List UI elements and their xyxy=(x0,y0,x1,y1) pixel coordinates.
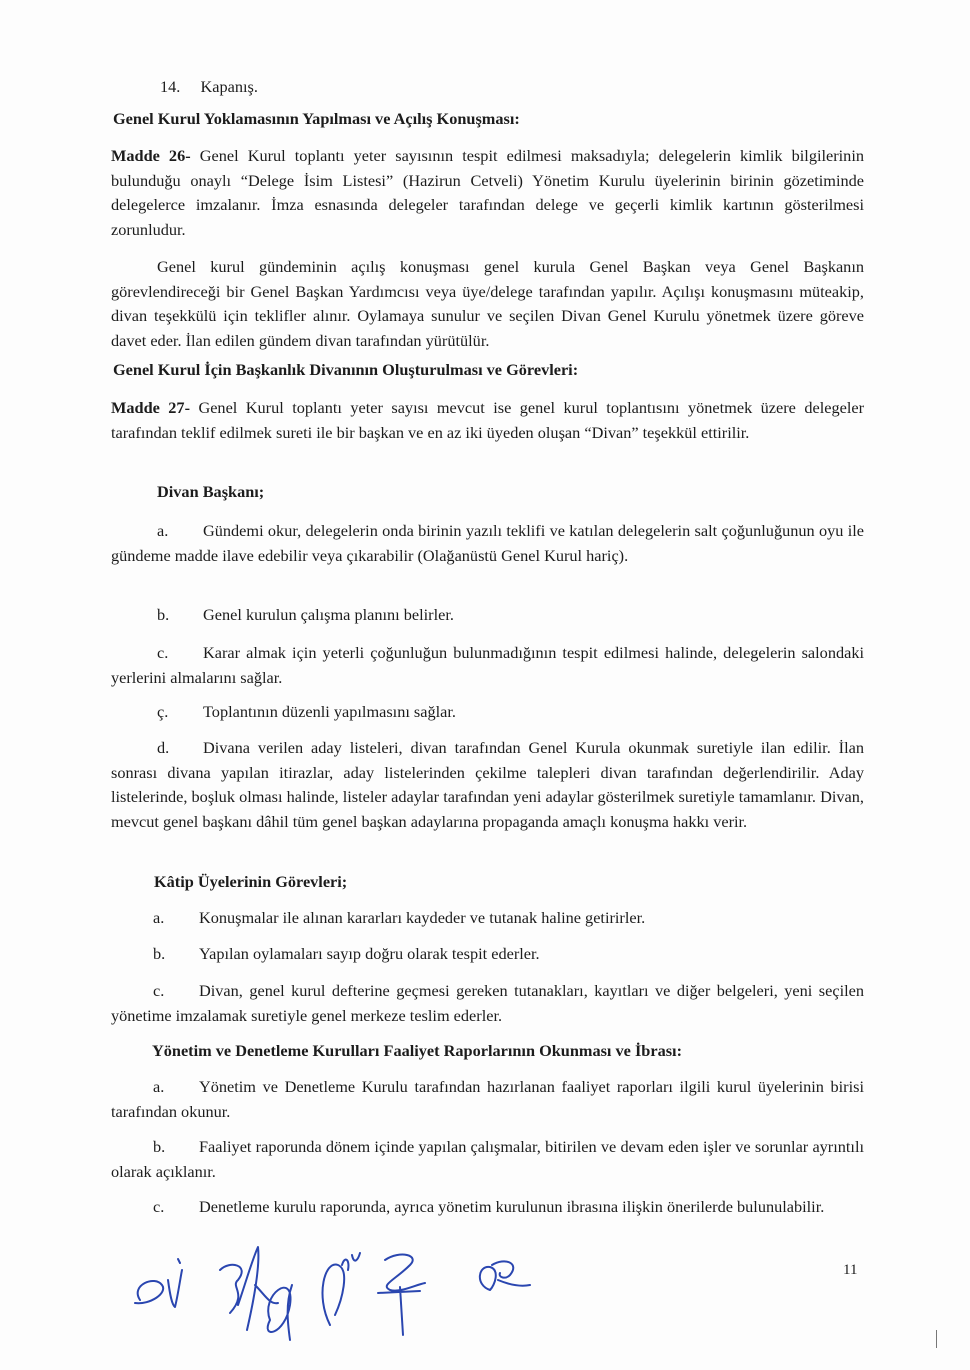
signature-3-icon xyxy=(322,1253,360,1325)
item-label: a. xyxy=(153,1077,165,1096)
signature-2-icon xyxy=(220,1247,292,1340)
section-heading-faaliyet-raporlari: Yönetim ve Denetleme Kurulları Faaliyet Raporlarının Okunması ve İbrası: xyxy=(152,1041,683,1060)
item-label: c. xyxy=(153,1197,165,1216)
page-number: 11 xyxy=(843,1262,858,1278)
article-label: Madde 27- xyxy=(111,398,190,417)
item-text: Karar almak için yeterli çoğunluğun bulunmadığının tespit edilmesi halinde, delegelerin salondaki yerlerini almalarını sağlar. xyxy=(111,643,864,687)
item-label: c. xyxy=(157,643,169,662)
closing-item xyxy=(160,76,258,98)
item-text: Konuşmalar ile alınan kararları kaydeder ve tutanak haline getirirler. xyxy=(199,908,646,927)
item-label: a. xyxy=(157,521,169,540)
subheading-katip-uyeleri: Kâtip Üyelerinin Görevleri; xyxy=(154,872,348,891)
article-27 xyxy=(111,396,864,445)
item-text: Genel kurulun çalışma planını belirler. xyxy=(203,605,454,624)
signature-4-icon xyxy=(378,1255,425,1335)
signature-1-icon xyxy=(135,1259,182,1307)
item-label: ç. xyxy=(157,702,169,721)
signatures xyxy=(120,1225,680,1365)
divan-item-b xyxy=(111,603,864,628)
opening-speech-paragraph: Genel kurul gündeminin açılış konuşması genel kurula Genel Başkan veya Genel Başkanın görevlendireceği bir Genel Başkan Yardımcısı veya üye/delege tarafından yapılır. Açılışı konuşmasını müteakip, divan teşekkülü için teklifler alınır. Oylamaya sunulur ve seçilen Divan Genel Kurulu yönetmek üzere göreve davet eder. İlan edilen gündem divan tarafından yürütülür. xyxy=(111,257,864,350)
item-text: Toplantının düzenli yapılmasını sağlar. xyxy=(203,702,456,721)
subheading-divan-baskani: Divan Başkanı; xyxy=(157,482,265,501)
item-text: Yönetim ve Denetleme Kurulu tarafından hazırlanan faaliyet raporları ilgili kurul üyelerinin birisi tarafından okunur. xyxy=(111,1077,864,1121)
item-label: b. xyxy=(153,944,166,963)
item-label: d. xyxy=(157,738,170,757)
article-26 xyxy=(111,144,864,242)
katip-item-a xyxy=(111,906,864,931)
margin-mark xyxy=(936,1330,937,1348)
section-heading-yoklama: Genel Kurul Yoklamasının Yapılması ve Açılış Konuşması: xyxy=(113,109,520,128)
report-item-a xyxy=(111,1075,864,1124)
item-text: Divan, genel kurul defterine geçmesi gereken tutanakları, kayıtları ve diğer belgeleri, yeni seçilen yönetime imzalamak suretiyle genel merkeze teslim ederler. xyxy=(111,981,864,1025)
katip-item-c xyxy=(111,979,864,1028)
item-text: Divana verilen aday listeleri, divan tarafından Genel Kurula okunmak suretiyle ilan edilir. İlan sonrası divana yapılan itirazlar, aday listelerinden çekilme talepleri divan tarafından değerlendirilir. Aday listelerinde, boşluk olması halinde, listeler adaylar tarafından yeni adaylar gösterilmek suretiyle tamamlanır. Divan, mevcut genel başkanı dâhil tüm genel başkan adaylarına propaganda amaçlı konuşma hakkı verir. xyxy=(111,738,864,831)
divan-item-d xyxy=(111,736,864,834)
item-text: Denetleme kurulu raporunda, ayrıca yönetim kurulunun ibrasına ilişkin önerilerde bulunulabilir. xyxy=(199,1197,825,1216)
divan-item-c xyxy=(111,641,864,690)
item-label: a. xyxy=(153,908,165,927)
item-text: Faaliyet raporunda dönem içinde yapılan çalışmalar, bitirilen ve devam eden işler ve sorunlar ayrıntılı olarak açıklanır. xyxy=(111,1137,864,1181)
article-text: Genel Kurul toplantı yeter sayısı mevcut ise genel kurul toplantısını yönetmek üzere delegeler tarafından teklif edilmek sureti ile bir başkan ve en az iki üyeden oluşan “Divan” teşekkül ettirilir. xyxy=(111,398,864,442)
article-text: Genel Kurul toplantı yeter sayısının tespit edilmesi maksadıyla; delegelerin kimlik bilgilerinin bulunduğu onaylı “Delege İsim Listesi” (Hazirun Cetveli) Yönetim Kurulu üyelerinin birinin gözetiminde delegelerce imzalanır. İmza esnasında delegeler tarafından delege ve geçerli kimlik kartının gösterilmesi zorunludur. xyxy=(111,146,864,239)
item-label: b. xyxy=(157,605,170,624)
report-item-b xyxy=(111,1135,864,1184)
section-heading-divan: Genel Kurul İçin Başkanlık Divanının Oluşturulması ve Görevleri: xyxy=(113,360,579,379)
item-text: Gündemi okur, delegelerin onda birinin yazılı teklifi ve katılan delegelerin salt çoğunluğunun oyu ile gündeme madde ilave edebilir veya çıkarabilir (Olağanüstü Genel Kurul hariç). xyxy=(111,521,864,565)
report-item-c xyxy=(111,1195,864,1220)
item-number: 14. xyxy=(160,77,181,96)
item-label: b. xyxy=(153,1137,166,1156)
item-text: Kapanış. xyxy=(200,77,258,96)
signature-5-icon xyxy=(480,1261,530,1290)
item-label: c. xyxy=(153,981,165,1000)
divan-item-c-cedilla xyxy=(111,700,864,725)
katip-item-b xyxy=(111,942,864,967)
divan-item-a xyxy=(111,519,864,568)
item-text: Yapılan oylamaları sayıp doğru olarak tespit ederler. xyxy=(199,944,540,963)
article-label: Madde 26- xyxy=(111,146,191,165)
